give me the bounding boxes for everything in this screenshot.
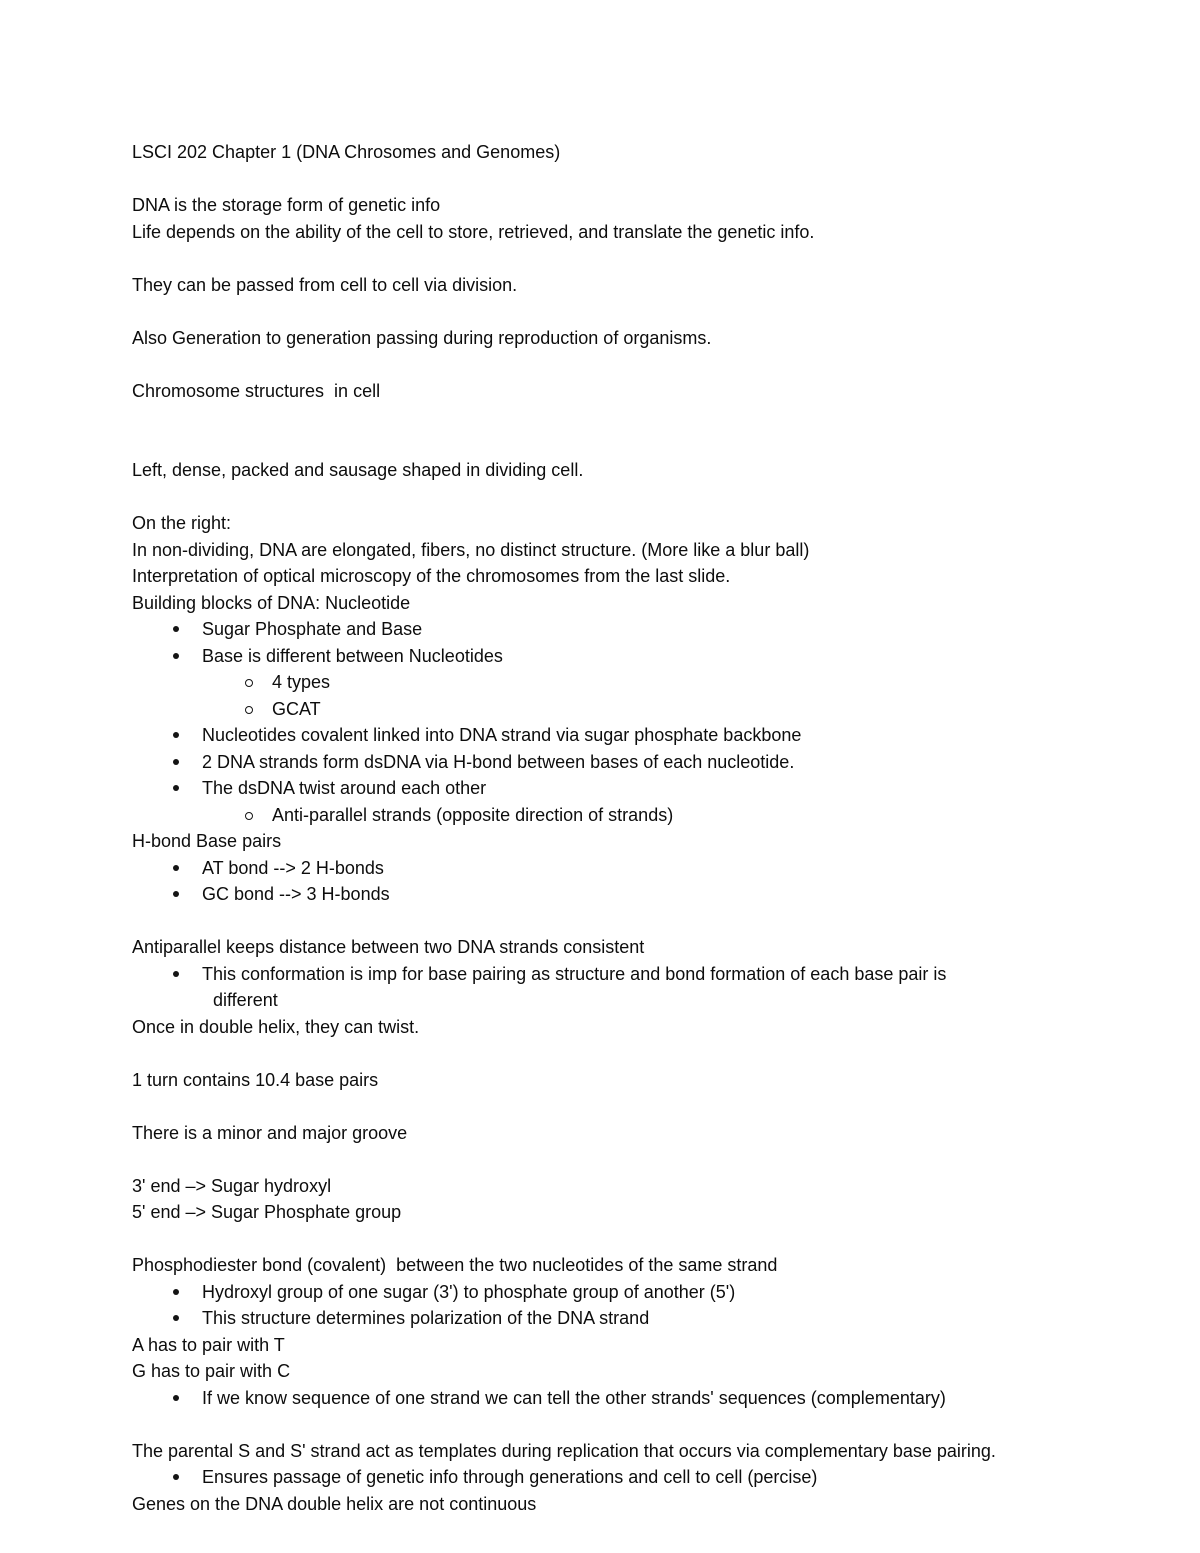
line-text: Building blocks of DNA: Nucleotide (132, 592, 411, 613)
bullet-dot-icon (173, 865, 179, 871)
text-line (132, 325, 1160, 352)
line-text: Anti-parallel strands (opposite direction of strands) (272, 804, 674, 825)
line-text: Antiparallel keeps distance between two DNA strands consistent (132, 937, 645, 957)
sub-bullet-item (132, 802, 1160, 829)
bullet-circle-icon (245, 679, 253, 687)
text-line (132, 1067, 1160, 1094)
line-text: 3' end –> Sugar hydroxyl (132, 1175, 332, 1196)
bullet-dot-icon (173, 971, 179, 977)
line-text: Ensures passage of genetic info through generations and cell to cell (percise) (202, 1467, 818, 1487)
text-line (132, 219, 1160, 246)
text-line (132, 1252, 1160, 1279)
line-text: Phosphodiester bond (covalent) between the two nucleotides of the same strand (132, 1255, 778, 1275)
line-text: Base is different between Nucleotides (202, 645, 503, 666)
text-line (132, 590, 1160, 617)
text-line (132, 1358, 1160, 1385)
blank-line (132, 1411, 1160, 1438)
blank-line (132, 298, 1160, 325)
line-text: 5' end –> Sugar Phosphate group (132, 1202, 402, 1222)
line-text: Chromosome structures in cell (132, 380, 381, 401)
line-text: AT bond --> 2 H-bonds (202, 857, 384, 878)
bullet-item (132, 1305, 1160, 1332)
bullet-dot-icon (173, 891, 179, 897)
bullet-item (132, 1279, 1160, 1306)
line-text: The dsDNA twist around each other (202, 778, 487, 798)
text-line (132, 1438, 1160, 1465)
blank-line (132, 245, 1160, 272)
line-text: They can be passed from cell to cell via division. (132, 274, 518, 295)
bullet-circle-icon (245, 706, 253, 714)
bullet-item (132, 616, 1160, 643)
line-text: A has to pair with T (132, 1334, 285, 1355)
bullet-dot-icon (173, 732, 179, 738)
blank-line (132, 1226, 1160, 1253)
bullet-dot-icon (173, 1289, 179, 1295)
line-text: This structure determines polarization of the DNA strand (202, 1308, 650, 1328)
bullet-item (132, 643, 1160, 670)
blank-line (132, 1093, 1160, 1120)
text-line (132, 1173, 1160, 1200)
line-text: Hydroxyl group of one sugar (3') to phosphate group of another (5') (202, 1281, 736, 1302)
text-line (132, 1491, 1160, 1518)
bullet-dot-icon (173, 1395, 179, 1401)
bullet-dot-icon (173, 785, 179, 791)
text-line (132, 1332, 1160, 1359)
text-line (132, 457, 1160, 484)
text-line (132, 272, 1160, 299)
bullet-item (132, 775, 1160, 802)
blank-line (132, 431, 1160, 458)
line-text: Left, dense, packed and sausage shaped in dividing cell. (132, 460, 584, 480)
bullet-item (132, 722, 1160, 749)
blank-line (132, 351, 1160, 378)
bullet-item (132, 749, 1160, 776)
bullet-item (132, 961, 1160, 988)
text-line (132, 828, 1160, 855)
bullet-dot-icon (173, 759, 179, 765)
bullet-item (132, 881, 1160, 908)
line-text: In non-dividing, DNA are elongated, fibers, no distinct structure. (More like a blur ball) (132, 539, 810, 560)
sub-bullet-item (132, 669, 1160, 696)
line-text: This conformation is imp for base pairing as structure and bond formation of each base pair is (202, 963, 947, 984)
line-text: The parental S and S' strand act as templates during replication that occurs via complementary base pairing. (132, 1440, 996, 1461)
bullet-dot-icon (173, 653, 179, 659)
bullet-dot-icon (173, 1474, 179, 1480)
text-line (132, 1014, 1160, 1041)
blank-line (132, 1146, 1160, 1173)
line-text: different (213, 990, 278, 1010)
text-line (132, 1120, 1160, 1147)
line-text: If we know sequence of one strand we can tell the other strands' sequences (complementary) (202, 1387, 946, 1408)
line-text: On the right: (132, 513, 232, 533)
blank-line (132, 484, 1160, 511)
text-line (132, 510, 1160, 537)
line-text: Genes on the DNA double helix are not continuous (132, 1493, 537, 1514)
blank-line (132, 166, 1160, 193)
text-line (132, 139, 1160, 166)
text-line (132, 378, 1160, 405)
text-line (132, 192, 1160, 219)
line-text: GC bond --> 3 H-bonds (202, 884, 390, 904)
text-line (132, 537, 1160, 564)
line-text: H-bond Base pairs (132, 831, 282, 851)
text-line (132, 1199, 1160, 1226)
bullet-item (132, 855, 1160, 882)
bullet-item (132, 1464, 1160, 1491)
line-text: 4 types (272, 672, 331, 692)
line-text: LSCI 202 Chapter 1 (DNA Chrosomes and Genomes) (132, 142, 561, 162)
text-line (132, 563, 1160, 590)
sub-bullet-item (132, 696, 1160, 723)
line-text: There is a minor and major groove (132, 1122, 408, 1143)
line-text: Sugar Phosphate and Base (202, 619, 423, 639)
bullet-dot-icon (173, 626, 179, 632)
bullet-dot-icon (173, 1315, 179, 1321)
line-text: Nucleotides covalent linked into DNA strand via sugar phosphate backbone (202, 725, 802, 745)
line-text: G has to pair with C (132, 1361, 291, 1381)
blank-line (132, 1040, 1160, 1067)
line-text: Also Generation to generation passing during reproduction of organisms. (132, 327, 712, 348)
bullet-circle-icon (245, 812, 253, 820)
line-text: 2 DNA strands form dsDNA via H-bond between bases of each nucleotide. (202, 751, 795, 772)
line-text: Life depends on the ability of the cell to store, retrieved, and translate the genetic info. (132, 221, 815, 242)
blank-line (132, 908, 1160, 935)
text-line (132, 934, 1160, 961)
line-text: Once in double helix, they can twist. (132, 1016, 420, 1037)
line-text: 1 turn contains 10.4 base pairs (132, 1069, 379, 1090)
line-text: GCAT (272, 698, 321, 719)
blank-line (132, 404, 1160, 431)
line-text: DNA is the storage form of genetic info (132, 195, 441, 215)
line-text: Interpretation of optical microscopy of the chromosomes from the last slide. (132, 566, 731, 586)
bullet-continuation-line (132, 987, 1160, 1014)
bullet-item (132, 1385, 1160, 1412)
